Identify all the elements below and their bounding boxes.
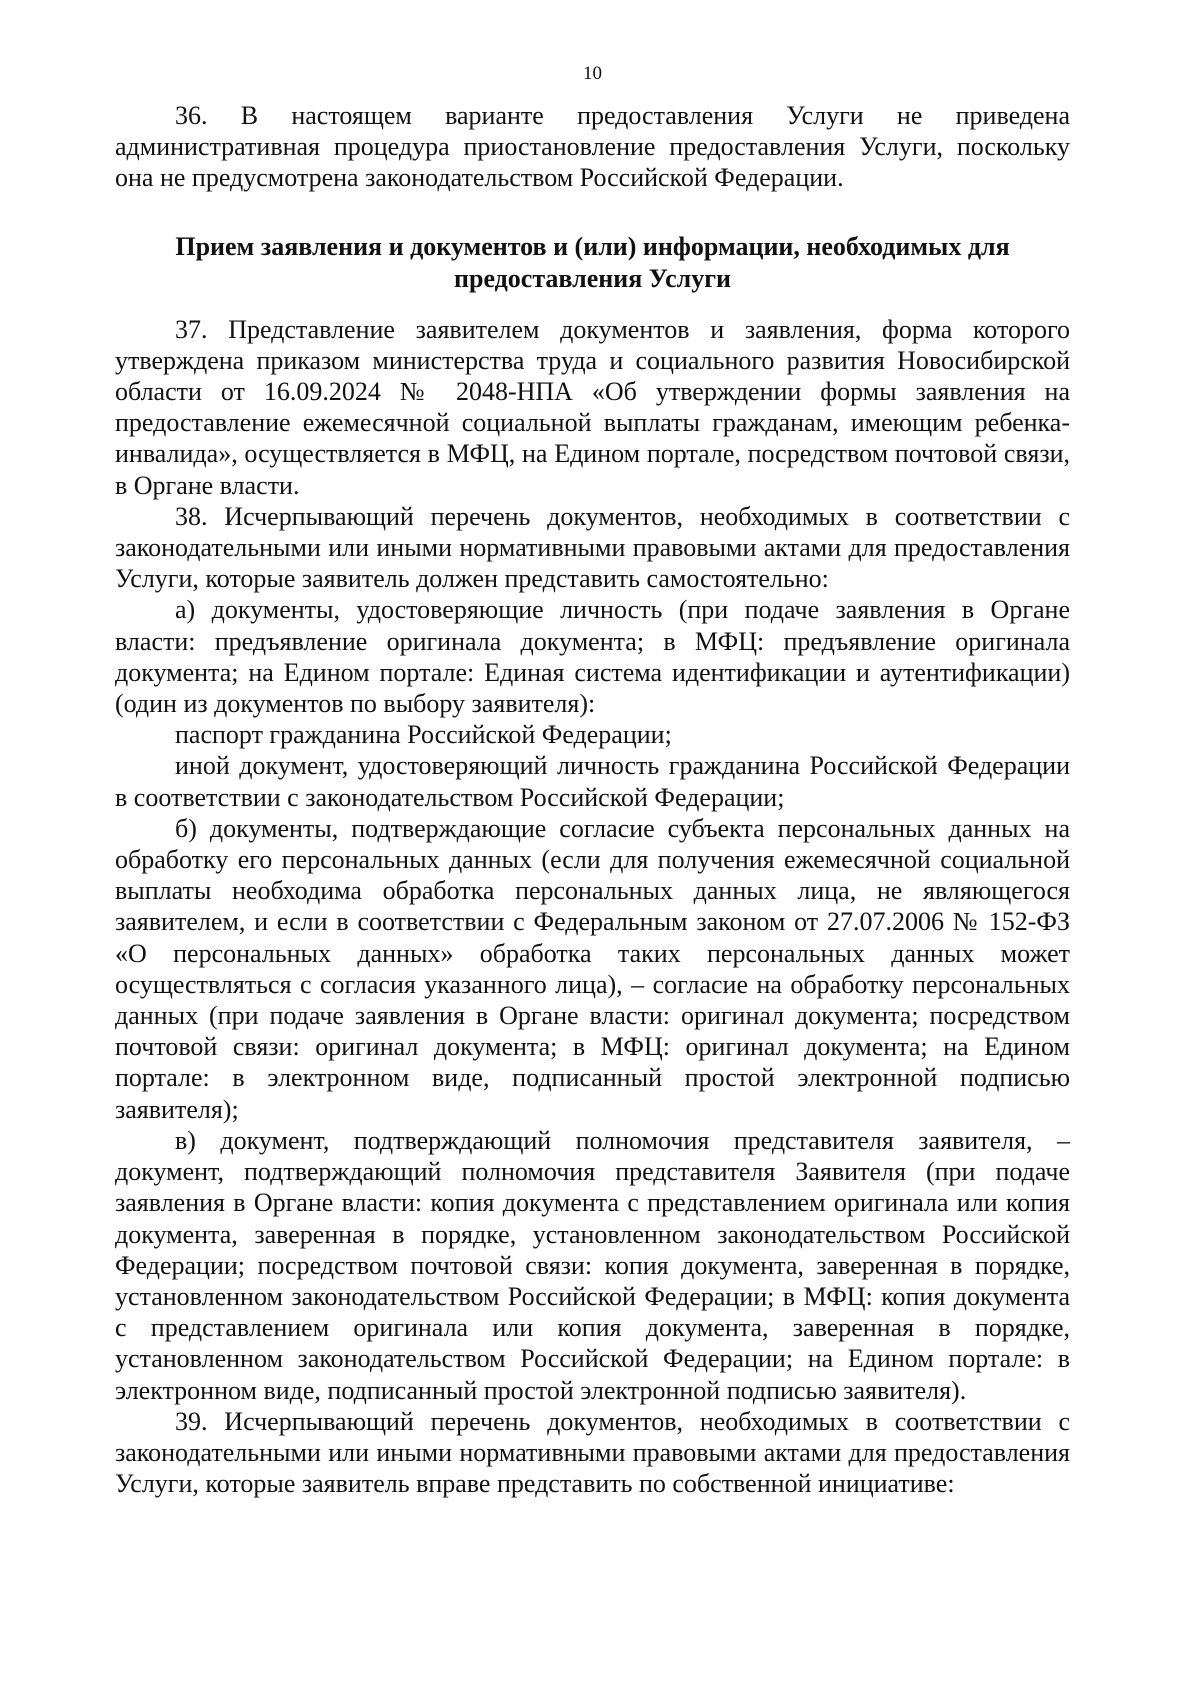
paragraph-38-b: б) документы, подтверждающие согласие субъекта персональных данных на обработку его персональных данных (если для получения ежемесячной социальной выплаты необходима обработка персональных данных лица, не являющегося заявителем, и если в соответствии с Федеральным законом от 27.07.2006 № 152-ФЗ «О персональных данных» обработка таких персональных данных может осуществляться с согласия указанного лица), – согласие на обработку персональных данных (при подаче заявления в Органе власти: оригинал документа; посредством почтовой связи: оригинал документа; в МФЦ: оригинал документа; на Едином портале: в электронном виде, подписанный простой электронной подписью заявителя); bbox=[115, 813, 1070, 1124]
paragraph-38-a-passport: паспорт гражданина Российской Федерации; bbox=[175, 720, 672, 750]
paragraph-38-v: в) документ, подтверждающий полномочия представителя заявителя, – документ, подтверждающий полномочия представителя Заявителя (при подаче заявления в Органе власти: копия документа с представлением оригинала или копия документа, заверенная в порядке, установленном законодательством Российской Федерации; посредством почтовой связи: копия документа, заверенная в порядке, установленном законодательством Российской Федерации; в МФЦ: копия документа с представлением оригинала или копия документа, заверенная в порядке, установленном законодательством Российской Федерации; на Едином портале: в электронном виде, подписанный простой электронной подписью заявителя). bbox=[115, 1125, 1070, 1405]
section-heading bbox=[115, 231, 1070, 295]
paragraph-38-a: а) документы, удостоверяющие личность (при подаче заявления в Органе власти: предъявление оригинала документа; в МФЦ: предъявление оригинала документа; на Едином портале: Единая система идентификации и аутентификации) (один из документов по выбору заявителя): bbox=[115, 595, 1070, 719]
document-page bbox=[115, 62, 1070, 1499]
section-heading-line-1: Прием заявления и документов и (или) информации, необходимых для bbox=[175, 231, 1010, 261]
paragraph-36: 36. В настоящем варианте предоставления Услуги не приведена административная процедура приостановление предоставления Услуги, поскольку она не предусмотрена законодательством Российской Федерации. bbox=[115, 101, 1070, 193]
paragraph-37: 37. Представление заявителем документов и заявления, форма которого утверждена приказом министерства труда и социального развития Новосибирской области от 16.09.2024 № 2048-НПА «Об утверждении формы заявления на предоставление ежемесячной социальной выплаты гражданам, имеющим ребенка-инвалида», осуществляется в МФЦ, на Едином портале, посредством почтовой связи, в Органе власти. bbox=[115, 314, 1070, 500]
paragraph-38-a-other-document: иной документ, удостоверяющий личность гражданина Российской Федерации в соответствии с законодательством Российской Федерации; bbox=[115, 751, 1070, 812]
paragraph-39: 39. Исчерпывающий перечень документов, необходимых в соответствии с законодательными или иными нормативными правовыми актами для предоставления Услуги, которые заявитель вправе представить по собственной инициативе: bbox=[115, 1406, 1070, 1499]
paragraph-38: 38. Исчерпывающий перечень документов, необходимых в соответствии с законодательными или иными нормативными правовыми актами для предоставления Услуги, которые заявитель должен представить самостоятельно: bbox=[115, 501, 1070, 594]
page-number: 10 bbox=[583, 63, 602, 84]
section-heading-line-2: предоставления Услуги bbox=[454, 263, 731, 293]
